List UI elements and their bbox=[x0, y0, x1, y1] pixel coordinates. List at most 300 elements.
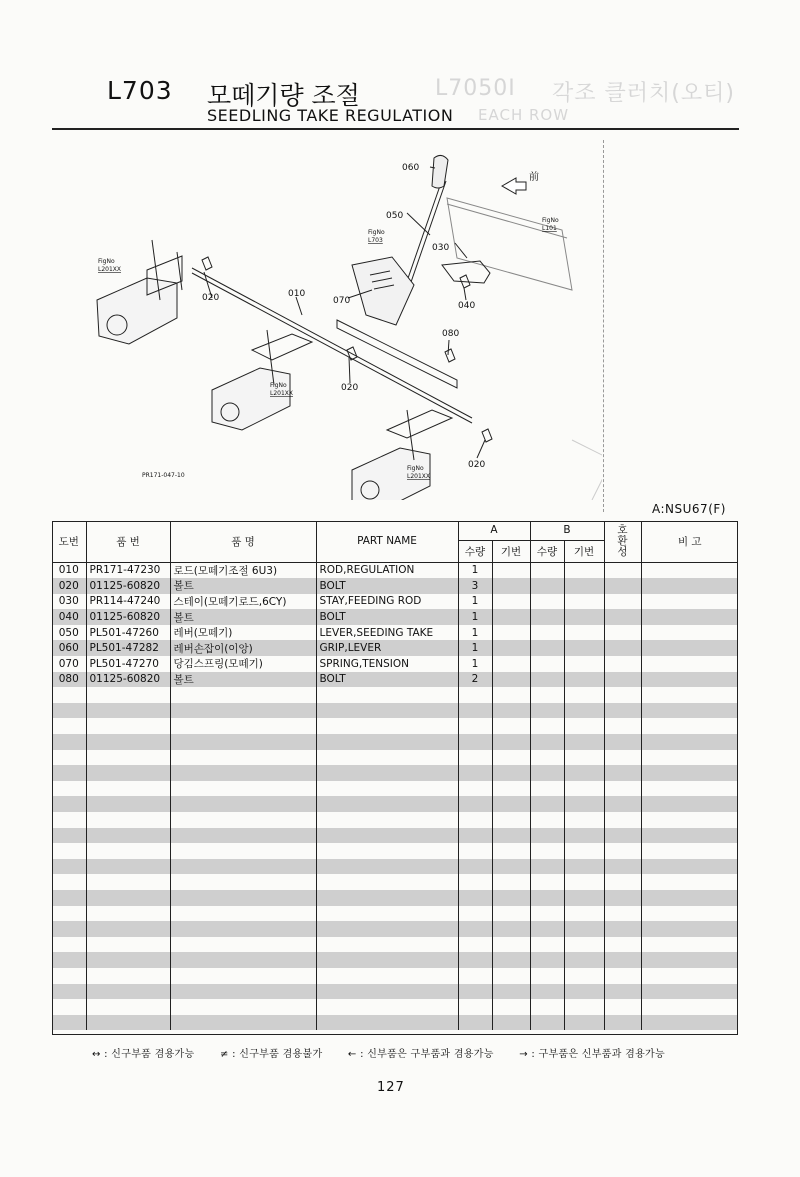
cell-base-b bbox=[564, 796, 604, 812]
cell-base-b bbox=[564, 874, 604, 890]
cell-part-no bbox=[86, 734, 170, 750]
cell-qty-b bbox=[530, 718, 564, 734]
cell-qty-a bbox=[458, 765, 492, 781]
callout-060: 060 bbox=[402, 163, 420, 173]
cell-qty-a bbox=[458, 859, 492, 875]
cell-no bbox=[52, 796, 86, 812]
cell-remarks bbox=[641, 859, 738, 875]
cell-base-b bbox=[564, 921, 604, 937]
cell-compat bbox=[604, 656, 641, 672]
table-row bbox=[52, 890, 738, 906]
cell-name-en bbox=[316, 999, 458, 1015]
cell-name-ko: 볼트 bbox=[170, 609, 316, 625]
cell-qty-b bbox=[530, 890, 564, 906]
cell-part-no bbox=[86, 984, 170, 1000]
cell-compat bbox=[604, 750, 641, 766]
cell-name-ko bbox=[170, 828, 316, 844]
cell-base-b bbox=[564, 625, 604, 641]
cell-remarks bbox=[641, 703, 738, 719]
cell-name-en bbox=[316, 874, 458, 890]
cell-qty-b bbox=[530, 578, 564, 594]
cell-part-no bbox=[86, 750, 170, 766]
cell-remarks bbox=[641, 718, 738, 734]
cell-compat bbox=[604, 703, 641, 719]
cell-qty-a bbox=[458, 781, 492, 797]
cell-name-ko bbox=[170, 874, 316, 890]
cell-qty-b bbox=[530, 734, 564, 750]
cell-base-b bbox=[564, 937, 604, 953]
cell-no bbox=[52, 734, 86, 750]
cell-base-a bbox=[492, 999, 530, 1015]
compatibility-legend bbox=[92, 1045, 687, 1060]
cell-compat bbox=[604, 812, 641, 828]
model-label: A:NSU67(F) bbox=[652, 502, 726, 516]
cell-compat bbox=[604, 906, 641, 922]
cell-name-en bbox=[316, 718, 458, 734]
cell-name-ko bbox=[170, 968, 316, 984]
cell-part-no bbox=[86, 952, 170, 968]
cell-part-no bbox=[86, 765, 170, 781]
cell-base-b bbox=[564, 734, 604, 750]
cell-no: 020 bbox=[52, 578, 86, 594]
cell-base-a bbox=[492, 734, 530, 750]
cell-remarks bbox=[641, 937, 738, 953]
cell-name-en bbox=[316, 703, 458, 719]
table-row bbox=[52, 952, 738, 968]
cell-name-ko bbox=[170, 750, 316, 766]
cell-compat bbox=[604, 968, 641, 984]
cell-remarks bbox=[641, 843, 738, 859]
cell-qty-b bbox=[530, 656, 564, 672]
cell-part-no bbox=[86, 859, 170, 875]
table-row bbox=[52, 672, 738, 688]
cell-qty-b bbox=[530, 594, 564, 610]
cell-base-a bbox=[492, 890, 530, 906]
cell-no bbox=[52, 890, 86, 906]
cell-compat bbox=[604, 562, 641, 578]
figref-label: FigNo bbox=[368, 229, 385, 236]
col-header-part-no: 품 번 bbox=[86, 521, 170, 562]
cell-part-no: PR114-47240 bbox=[86, 594, 170, 610]
cell-base-a bbox=[492, 843, 530, 859]
cell-name-ko bbox=[170, 1015, 316, 1031]
cell-qty-b bbox=[530, 750, 564, 766]
cell-name-en: LEVER,SEEDING TAKE bbox=[316, 625, 458, 641]
cell-remarks bbox=[641, 765, 738, 781]
cell-qty-b bbox=[530, 828, 564, 844]
cell-part-no bbox=[86, 937, 170, 953]
cell-qty-a bbox=[458, 921, 492, 937]
table-row bbox=[52, 734, 738, 750]
cell-qty-a bbox=[458, 906, 492, 922]
cell-no bbox=[52, 952, 86, 968]
cell-name-ko: 레버손잡이(이앙) bbox=[170, 640, 316, 656]
cell-base-a bbox=[492, 921, 530, 937]
cell-qty-a bbox=[458, 984, 492, 1000]
cell-qty-a bbox=[458, 812, 492, 828]
cell-qty-a: 3 bbox=[458, 578, 492, 594]
callout-050: 050 bbox=[386, 211, 404, 221]
cell-name-ko bbox=[170, 765, 316, 781]
cell-part-no: 01125-60820 bbox=[86, 609, 170, 625]
cell-no bbox=[52, 859, 86, 875]
cell-part-no bbox=[86, 1015, 170, 1031]
cell-part-no: PL501-47282 bbox=[86, 640, 170, 656]
cell-name-ko bbox=[170, 812, 316, 828]
cell-remarks bbox=[641, 672, 738, 688]
cell-base-b bbox=[564, 687, 604, 703]
callout-030: 030 bbox=[432, 243, 450, 253]
cell-part-no bbox=[86, 843, 170, 859]
cell-remarks bbox=[641, 874, 738, 890]
cell-qty-a bbox=[458, 703, 492, 719]
cell-base-a bbox=[492, 562, 530, 578]
cell-part-no bbox=[86, 718, 170, 734]
cell-no bbox=[52, 906, 86, 922]
cell-base-a bbox=[492, 656, 530, 672]
cell-name-ko bbox=[170, 718, 316, 734]
cell-no bbox=[52, 999, 86, 1015]
cell-base-a bbox=[492, 687, 530, 703]
cell-qty-b bbox=[530, 812, 564, 828]
cell-name-ko bbox=[170, 921, 316, 937]
cell-name-en: ROD,REGULATION bbox=[316, 562, 458, 578]
cell-qty-b bbox=[530, 937, 564, 953]
col-header-qty-a: 수량 bbox=[458, 540, 492, 562]
cell-compat bbox=[604, 640, 641, 656]
table-row bbox=[52, 703, 738, 719]
table-row bbox=[52, 562, 738, 578]
cell-no: 070 bbox=[58, 657, 79, 670]
cell-base-b bbox=[564, 562, 604, 578]
cell-base-b bbox=[564, 672, 604, 688]
table-row bbox=[52, 1015, 738, 1031]
cell-base-b bbox=[564, 640, 604, 656]
cell-compat bbox=[604, 718, 641, 734]
cell-compat bbox=[604, 1015, 641, 1031]
cell-base-b bbox=[564, 828, 604, 844]
col-header-name-en: PART NAME bbox=[316, 521, 458, 562]
cell-qty-a: 1 bbox=[458, 562, 492, 578]
ghost-code: L7050I bbox=[435, 76, 516, 101]
cell-qty-b bbox=[530, 952, 564, 968]
cell-part-no bbox=[86, 999, 170, 1015]
page-subtitle: SEEDLING TAKE REGULATION bbox=[207, 106, 454, 125]
cell-compat bbox=[604, 984, 641, 1000]
cell-compat bbox=[604, 625, 641, 641]
cell-name-ko: 스테이(모떼기로드,6CY) bbox=[170, 594, 316, 610]
col-header-name-ko: 품 명 bbox=[170, 521, 316, 562]
cell-compat bbox=[604, 594, 641, 610]
cell-name-en bbox=[316, 734, 458, 750]
page-title: 모떼기량 조절 bbox=[207, 81, 360, 110]
cell-no bbox=[52, 968, 86, 984]
cell-no bbox=[52, 921, 86, 937]
table-row bbox=[52, 906, 738, 922]
cell-base-a bbox=[492, 609, 530, 625]
table-row bbox=[52, 781, 738, 797]
cell-name-en bbox=[316, 968, 458, 984]
col-header-group-b: B bbox=[530, 521, 604, 540]
cell-base-b bbox=[564, 718, 604, 734]
cell-name-en bbox=[316, 921, 458, 937]
cell-part-no: PL501-47270 bbox=[86, 656, 170, 672]
callout-020-left: 020 bbox=[202, 293, 220, 303]
figref-l703: L703 bbox=[368, 237, 383, 244]
cell-qty-b bbox=[530, 968, 564, 984]
table-row bbox=[52, 937, 738, 953]
cell-base-a bbox=[492, 952, 530, 968]
table-row bbox=[52, 999, 738, 1015]
col-header-remarks: 비 고 bbox=[641, 521, 738, 562]
cell-part-no bbox=[86, 781, 170, 797]
table-row bbox=[52, 594, 738, 610]
cell-remarks bbox=[641, 812, 738, 828]
figref-label: FigNo bbox=[542, 217, 559, 224]
cell-name-ko bbox=[170, 796, 316, 812]
cell-no bbox=[52, 703, 86, 719]
cell-base-b bbox=[564, 578, 604, 594]
cell-name-ko bbox=[170, 843, 316, 859]
col-header-compat: 호환성 bbox=[604, 521, 641, 562]
cell-compat bbox=[604, 937, 641, 953]
cell-name-ko bbox=[170, 952, 316, 968]
cell-name-ko bbox=[170, 984, 316, 1000]
cell-remarks bbox=[641, 594, 738, 610]
cell-name-en bbox=[316, 687, 458, 703]
table-row bbox=[52, 843, 738, 859]
cell-qty-b bbox=[530, 874, 564, 890]
cell-base-a bbox=[492, 578, 530, 594]
cell-no bbox=[52, 1015, 86, 1031]
cell-no bbox=[52, 765, 86, 781]
cell-remarks bbox=[641, 609, 738, 625]
table-row bbox=[52, 921, 738, 937]
cell-compat bbox=[604, 874, 641, 890]
cell-name-en bbox=[316, 859, 458, 875]
cell-name-en bbox=[316, 843, 458, 859]
table-row bbox=[52, 859, 738, 875]
cell-qty-b bbox=[530, 609, 564, 625]
cell-remarks bbox=[641, 734, 738, 750]
cell-base-a bbox=[492, 750, 530, 766]
cell-remarks bbox=[641, 1015, 738, 1031]
cell-base-b bbox=[564, 703, 604, 719]
cell-name-en bbox=[316, 828, 458, 844]
cell-qty-a bbox=[458, 796, 492, 812]
cell-part-no: PR171-47230 bbox=[86, 562, 170, 578]
cell-qty-a bbox=[458, 687, 492, 703]
cell-name-ko bbox=[170, 906, 316, 922]
figref-label: FigNo bbox=[270, 382, 287, 389]
table-row bbox=[52, 812, 738, 828]
callout-040: 040 bbox=[458, 301, 476, 311]
cell-qty-a bbox=[458, 890, 492, 906]
ghost-title: 각조 클러치(오티) bbox=[552, 81, 735, 106]
cell-name-ko bbox=[170, 890, 316, 906]
cell-qty-a bbox=[458, 1015, 492, 1031]
cell-qty-b bbox=[530, 562, 564, 578]
cell-part-no bbox=[86, 812, 170, 828]
cell-name-ko: 볼트 bbox=[170, 672, 316, 688]
cell-base-a bbox=[492, 640, 530, 656]
table-row bbox=[52, 765, 738, 781]
cell-qty-b bbox=[530, 781, 564, 797]
cell-compat bbox=[604, 765, 641, 781]
table-row bbox=[52, 750, 738, 766]
cell-no: 030 bbox=[58, 595, 79, 608]
cell-part-no bbox=[86, 906, 170, 922]
table-row bbox=[52, 640, 738, 656]
cell-remarks bbox=[641, 890, 738, 906]
table-row bbox=[52, 687, 738, 703]
cell-qty-a bbox=[458, 843, 492, 859]
cell-base-b bbox=[564, 843, 604, 859]
cell-remarks bbox=[641, 625, 738, 641]
cell-qty-a: 1 bbox=[458, 656, 492, 672]
cell-name-ko bbox=[170, 687, 316, 703]
legend-item: → : 구부품은 신부품과 겸용가능 bbox=[519, 1049, 665, 1060]
cell-remarks bbox=[641, 640, 738, 656]
cell-no bbox=[52, 750, 86, 766]
exploded-diagram bbox=[52, 140, 602, 500]
cell-name-ko: 볼트 bbox=[170, 578, 316, 594]
legend-item: ≠ : 신구부품 겸용불가 bbox=[219, 1049, 323, 1060]
cell-name-ko bbox=[170, 859, 316, 875]
page-code: L703 bbox=[107, 76, 173, 105]
cell-remarks bbox=[641, 578, 738, 594]
cell-remarks bbox=[641, 984, 738, 1000]
cell-base-a bbox=[492, 1015, 530, 1031]
cell-no bbox=[52, 781, 86, 797]
cell-compat bbox=[604, 952, 641, 968]
col-header-qty-b: 수량 bbox=[530, 540, 564, 562]
cell-part-no bbox=[86, 921, 170, 937]
cell-qty-a bbox=[458, 828, 492, 844]
cell-base-a bbox=[492, 672, 530, 688]
cell-base-a bbox=[492, 937, 530, 953]
cell-qty-b bbox=[530, 906, 564, 922]
cell-qty-b bbox=[530, 687, 564, 703]
cell-qty-a: 1 bbox=[458, 640, 492, 656]
cell-name-en: SPRING,TENSION bbox=[316, 656, 458, 672]
cell-remarks bbox=[641, 968, 738, 984]
cell-remarks bbox=[641, 828, 738, 844]
col-header-group-a: A bbox=[458, 521, 530, 540]
drawing-number: PR171-047-10 bbox=[142, 472, 185, 479]
cell-part-no bbox=[86, 687, 170, 703]
cell-base-b bbox=[564, 859, 604, 875]
cell-qty-b bbox=[530, 921, 564, 937]
cell-no: 060 bbox=[52, 640, 86, 656]
legend-item: ↔ : 신구부품 겸용가능 bbox=[92, 1049, 195, 1060]
cell-base-a bbox=[492, 781, 530, 797]
cell-base-b bbox=[564, 781, 604, 797]
cell-qty-a: 1 bbox=[458, 609, 492, 625]
cell-base-a bbox=[492, 625, 530, 641]
cell-base-a bbox=[492, 968, 530, 984]
cell-name-en bbox=[316, 906, 458, 922]
figref-l201xx-middle: L201XX bbox=[270, 390, 294, 397]
cell-base-a bbox=[492, 796, 530, 812]
cell-base-b bbox=[564, 1015, 604, 1031]
cell-name-en bbox=[316, 937, 458, 953]
cell-base-a bbox=[492, 859, 530, 875]
cell-remarks bbox=[641, 952, 738, 968]
callout-010: 010 bbox=[288, 289, 306, 299]
cell-qty-b bbox=[530, 765, 564, 781]
cell-base-a bbox=[492, 906, 530, 922]
callout-080: 080 bbox=[442, 329, 460, 339]
cell-base-a bbox=[492, 718, 530, 734]
table-row bbox=[52, 625, 738, 641]
cell-no: 080 bbox=[52, 672, 86, 688]
cell-compat bbox=[604, 828, 641, 844]
cell-qty-a: 1 bbox=[458, 594, 492, 610]
cell-base-b bbox=[564, 609, 604, 625]
cell-part-no bbox=[86, 890, 170, 906]
header-rule bbox=[52, 128, 739, 130]
cell-no: 050 bbox=[58, 626, 79, 639]
cell-qty-a: 1 bbox=[458, 625, 492, 641]
cell-name-en bbox=[316, 781, 458, 797]
cell-base-a bbox=[492, 984, 530, 1000]
cell-compat bbox=[604, 796, 641, 812]
cell-base-b bbox=[564, 906, 604, 922]
figref-l201xx-left: L201XX bbox=[98, 266, 122, 273]
cell-compat bbox=[604, 734, 641, 750]
cell-compat bbox=[604, 578, 641, 594]
cell-qty-a bbox=[458, 999, 492, 1015]
cell-compat bbox=[604, 843, 641, 859]
cell-no bbox=[52, 937, 86, 953]
callout-070: 070 bbox=[333, 296, 351, 306]
cell-part-no: 01125-60820 bbox=[86, 578, 170, 594]
callout-020-middle: 020 bbox=[341, 383, 359, 393]
cell-base-a bbox=[492, 812, 530, 828]
cell-no bbox=[52, 828, 86, 844]
cell-remarks bbox=[641, 921, 738, 937]
cell-qty-a: 2 bbox=[458, 672, 492, 688]
table-row bbox=[52, 874, 738, 890]
cell-base-b bbox=[564, 750, 604, 766]
cell-remarks bbox=[641, 656, 738, 672]
cell-name-ko bbox=[170, 703, 316, 719]
ghost-subtitle: EACH ROW bbox=[478, 106, 570, 124]
callout-020-right: 020 bbox=[468, 460, 486, 470]
figref-l101: L101 bbox=[542, 225, 557, 232]
cell-compat bbox=[604, 999, 641, 1015]
cell-name-en bbox=[316, 984, 458, 1000]
cell-name-en: BOLT bbox=[316, 672, 458, 688]
cell-qty-a bbox=[458, 874, 492, 890]
cell-remarks bbox=[641, 999, 738, 1015]
cell-compat bbox=[604, 672, 641, 688]
cell-base-a bbox=[492, 594, 530, 610]
cell-qty-a bbox=[458, 968, 492, 984]
cell-name-ko bbox=[170, 734, 316, 750]
cell-remarks bbox=[641, 906, 738, 922]
cell-name-ko: 당김스프링(모떼기) bbox=[170, 656, 316, 672]
cell-remarks bbox=[641, 796, 738, 812]
cell-base-b bbox=[564, 890, 604, 906]
cell-base-a bbox=[492, 874, 530, 890]
cell-qty-b bbox=[530, 1015, 564, 1031]
cell-name-en bbox=[316, 812, 458, 828]
front-label: 前 bbox=[529, 172, 539, 183]
table-row bbox=[52, 718, 738, 734]
cell-part-no bbox=[86, 703, 170, 719]
